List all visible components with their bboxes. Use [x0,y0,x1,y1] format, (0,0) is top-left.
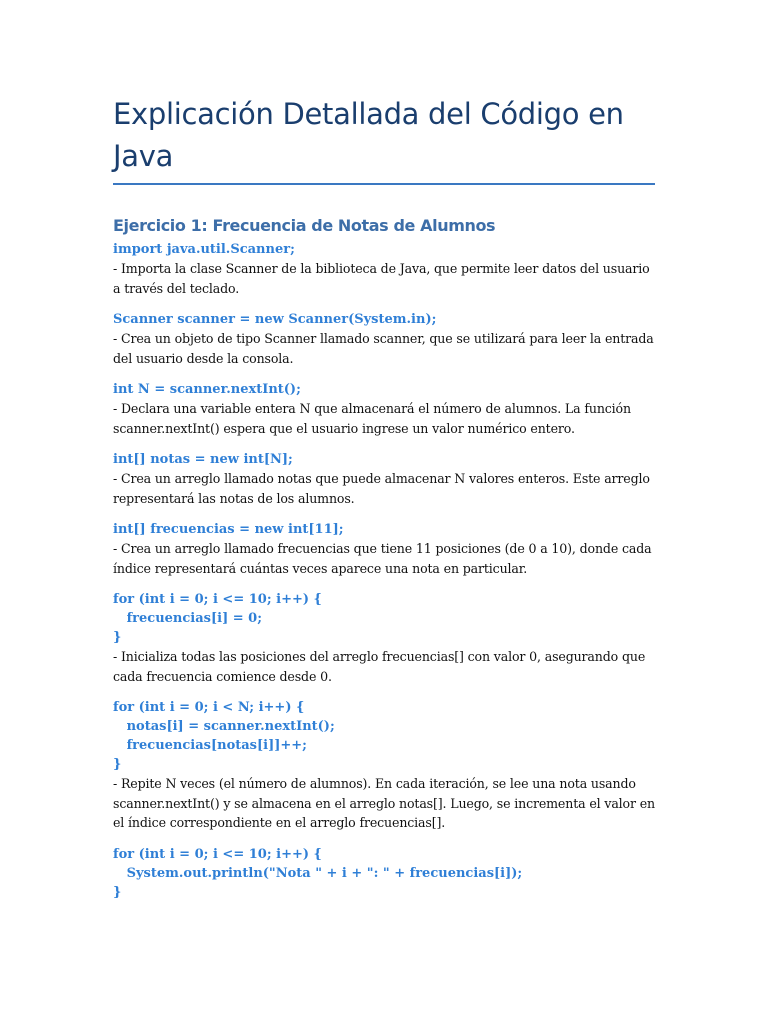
code-explanation-block [113,590,655,686]
code-description: - Inicializa todas las posiciones del arreglo frecuencias[] con valor 0, asegurando que cada frecuencia comience desde 0. [113,649,646,684]
code-description: - Repite N veces (el número de alumnos). En cada iteración, se lee una nota usando scanner.nextInt() y se almacena en el arreglo notas[]. Luego, se incrementa el valor en el índice correspondiente en el arreglo frecuencias[]. [113,776,655,830]
code-snippet: int[] frecuencias = new int[11]; [113,522,344,537]
code-snippet: int N = scanner.nextInt(); [113,382,301,397]
code-explanation-block [113,845,655,902]
code-snippet: for (int i = 0; i < N; i++) { notas[i] = scanner.nextInt(); frecuencias[notas[i]]++; } [113,700,335,772]
code-explanation-block [113,310,655,368]
code-explanation-block [113,450,655,508]
code-explanation-block [113,380,655,438]
code-description: - Crea un arreglo llamado frecuencias que tiene 11 posiciones (de 0 a 10), donde cada índice representará cuántas veces aparece una nota en particular. [113,541,652,576]
code-snippet: import java.util.Scanner; [113,242,295,257]
code-snippet: for (int i = 0; i <= 10; i++) { frecuencias[i] = 0; } [113,592,322,645]
code-snippet: int[] notas = new int[N]; [113,452,293,467]
document-title: Explicación Detallada del Código en Java [113,93,655,185]
section-heading: Ejercicio 1: Frecuencia de Notas de Alumnos [113,216,496,235]
code-explanation-block [113,240,655,298]
code-explanation-block [113,520,655,578]
code-snippet: for (int i = 0; i <= 10; i++) { System.out.println("Nota " + i + ": " + frecuencias[i]); } [113,846,523,900]
code-description: - Importa la clase Scanner de la biblioteca de Java, que permite leer datos del usuario a través del teclado. [113,261,650,296]
code-description: - Crea un arreglo llamado notas que puede almacenar N valores enteros. Este arreglo representará las notas de los alumnos. [113,471,650,506]
code-snippet: Scanner scanner = new Scanner(System.in); [113,312,437,327]
code-explanation-block [113,698,655,833]
document-page [113,93,655,902]
code-description: - Declara una variable entera N que almacenará el número de alumnos. La función scanner.nextInt() espera que el usuario ingrese un valor numérico entero. [113,401,631,436]
code-description: - Crea un objeto de tipo Scanner llamado scanner, que se utilizará para leer la entrada del usuario desde la consola. [113,331,654,366]
